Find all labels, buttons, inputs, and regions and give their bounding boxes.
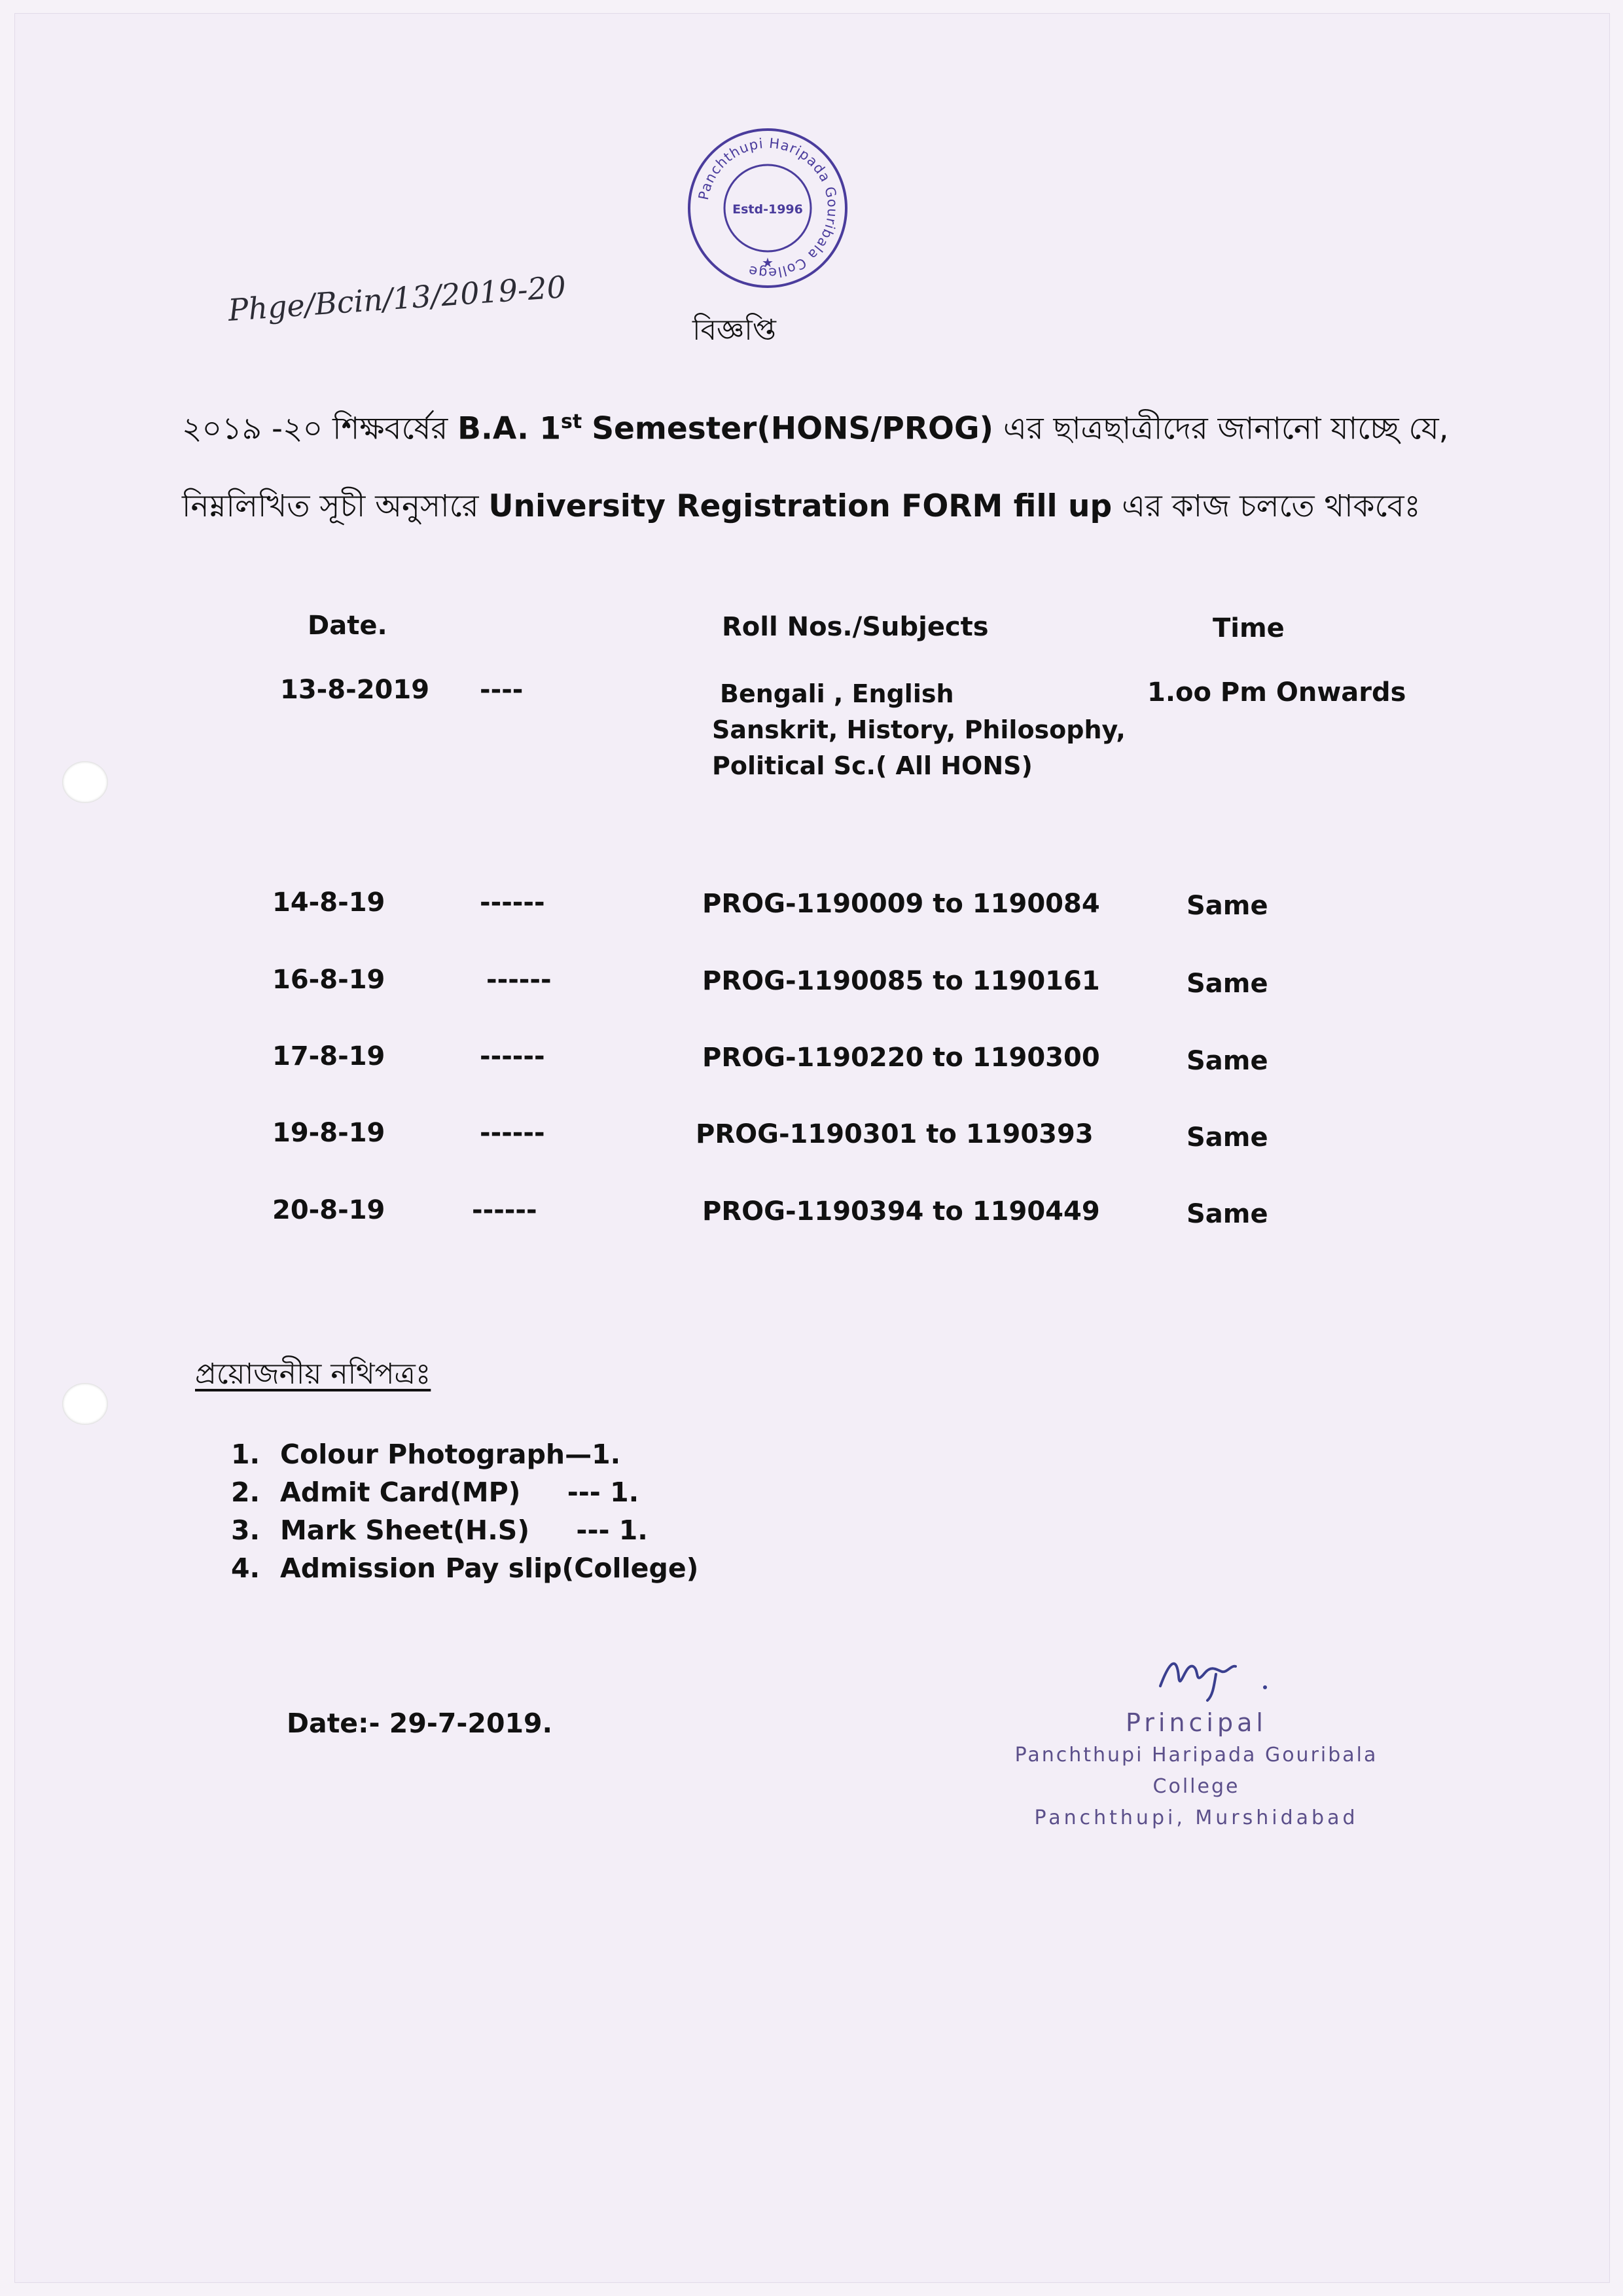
row-date: 17-8-19 [272, 1041, 385, 1071]
row-date: 13-8-2019 [280, 675, 430, 705]
intro-paragraph [182, 384, 1504, 545]
row-dash: ------ [486, 965, 552, 995]
row-roll: PROG-1190394 to 1190449 [702, 1196, 1100, 1227]
intro-line-2: নিম্নলিখিত সূচী অনুসারে University Registration FORM fill up এর কাজ চলতে থাকবেঃ [182, 488, 1421, 524]
row-date: 14-8-19 [272, 888, 385, 918]
row-dash: ------ [480, 1041, 545, 1071]
row-dash: ------ [480, 1118, 545, 1148]
list-item: 4. Admission Pay slip(College) [231, 1552, 699, 1584]
principal-stamp [987, 1706, 1406, 1834]
principal-signature [1154, 1647, 1285, 1706]
row-date: 16-8-19 [272, 965, 385, 995]
row-dash: ------ [472, 1195, 537, 1225]
row-date: 20-8-19 [272, 1195, 385, 1225]
memo-number: Phge/Bcin/13/2019-20 [226, 269, 567, 328]
row-time: Same [1186, 1199, 1268, 1229]
seal-estd: Estd-1996 [732, 202, 803, 217]
college-seal [686, 126, 849, 290]
row-roll: PROG-1190009 to 1190084 [702, 889, 1100, 919]
row-roll: PROG-1190085 to 1190161 [702, 966, 1100, 996]
seal-star-icon: ★ [762, 255, 774, 270]
row-time: Same [1186, 1122, 1268, 1153]
hons-subjects: Bengali , English Sanskrit, History, Philosophy, Political Sc.( All HONS) [712, 679, 1126, 780]
notice-title: বিজ্ঞপ্তি [692, 314, 776, 347]
row-roll: PROG-1190301 to 1190393 [696, 1119, 1094, 1149]
row-time: 1.oo Pm Onwards [1147, 677, 1406, 708]
list-item: 3. Mark Sheet(H.S) --- 1. [231, 1515, 648, 1546]
row-roll: PROG-1190220 to 1190300 [702, 1043, 1100, 1073]
list-item: 2. Admit Card(MP) --- 1. [231, 1477, 639, 1508]
punch-hole [62, 1383, 108, 1425]
header-time: Time [1213, 613, 1285, 643]
stamp-title: Principal [1126, 1708, 1267, 1737]
stamp-college: Panchthupi Haripada Gouribala College [1014, 1744, 1378, 1798]
punch-hole [62, 761, 108, 803]
header-date: Date. [308, 611, 387, 641]
documents-heading: প্রয়োজনীয় নথিপত্রঃ [195, 1357, 431, 1391]
notice-date: Date:- 29-7-2019. [287, 1708, 553, 1739]
row-time: Same [1186, 1046, 1268, 1076]
row-dash: ---- [480, 675, 524, 705]
intro-line-1: ২০১৯ -২০ শিক্ষবর্ষের B.A. 1st Semester(HONS/PROG) এর ছাত্রছাত্রীদের জানানো যাচ্ছে যে, [182, 410, 1449, 447]
documents-list [231, 1435, 698, 1587]
stamp-place: Panchthupi, Murshidabad [1034, 1806, 1359, 1829]
row-date: 19-8-19 [272, 1118, 385, 1148]
row-dash: ------ [480, 888, 545, 918]
row-time: Same [1186, 969, 1268, 999]
notice-page [14, 13, 1610, 2283]
seal-college-name: Panchthupi Haripada Gouribala College [695, 135, 841, 281]
row-time: Same [1186, 891, 1268, 921]
list-item: 1. Colour Photograph—1. [231, 1439, 621, 1470]
header-roll-subjects: Roll Nos./Subjects [722, 612, 989, 642]
